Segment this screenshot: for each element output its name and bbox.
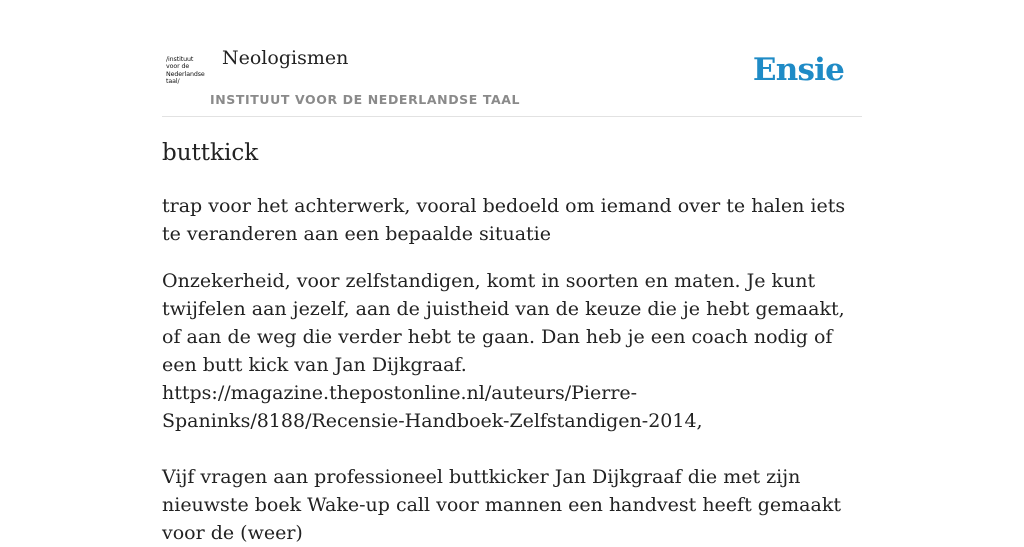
example-quote-2: Vijf vragen aan professioneel buttkicker Jan Dijkgraaf die met zijn nieuwste boek Wake-up call voor mannen een handvest heeft gemaakt voor de (weer) [162, 466, 841, 544]
institute-name: INSTITUUT VOOR DE NEDERLANDSE TAAL [210, 92, 521, 107]
logo-line-1: /instituut [166, 56, 194, 63]
entry-definition: trap voor het achterwerk, vooral bedoeld om iemand over te halen iets te veranderen aan een bepaalde situatie [162, 195, 846, 245]
institute-logo[interactable] [166, 56, 208, 90]
logo-line-2: voor de [166, 63, 190, 71]
entry-term: buttkick [162, 140, 259, 166]
example-quote-1 [162, 267, 862, 435]
ensie-logo[interactable]: Ensie [752, 52, 844, 88]
logo-line-4: taal/ [166, 77, 180, 85]
page-header [162, 0, 862, 117]
entry-card [162, 0, 862, 544]
example-quote-text: Onzekerheid, voor zelfstandigen, komt in soorten en maten. Je kunt twijfelen aan jezelf, aan de juistheid van de keuze die je hebt gemaakt, of aan de weg die verder hebt te gaan. Dan heb je een coach nodig of een butt kick van Jan Dijkgraaf. [162, 270, 845, 376]
example-source-link[interactable]: https://magazine.thepostonline.nl/auteurs/Pierre-Spaninks/8188/Recensie-Handboek-Zelfstandigen-2014, [162, 382, 703, 432]
dictionary-title-link[interactable]: Neologismen [222, 47, 349, 69]
logo-line-3: Nederlandse [166, 70, 205, 78]
